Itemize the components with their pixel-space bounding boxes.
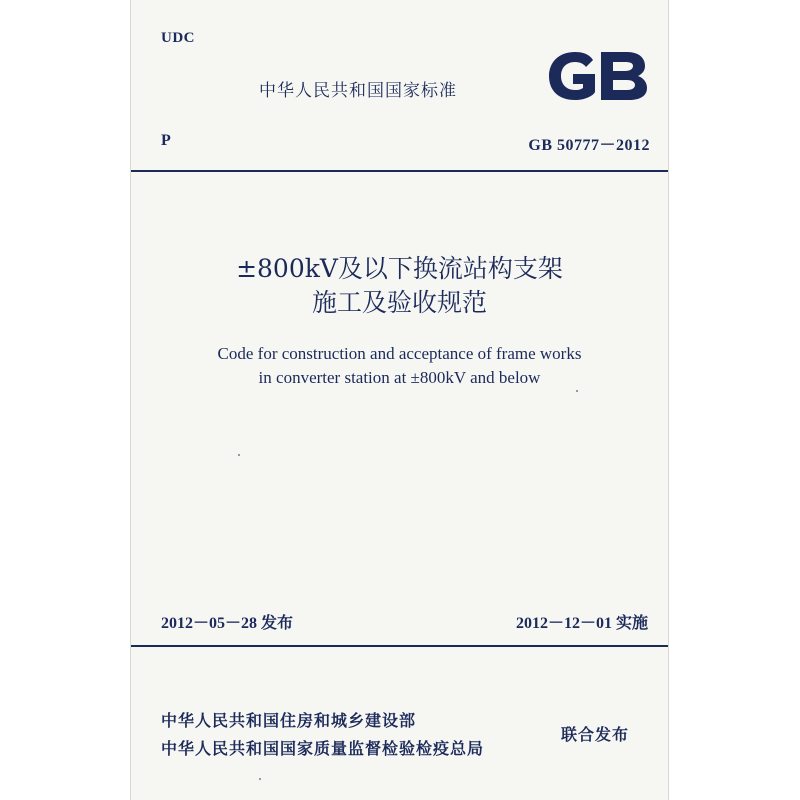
title-chinese-line-2: 施工及验收规范 bbox=[311, 288, 487, 317]
issuer-aqsiq: 中华人民共和国国家质量监督检验检疫总局 bbox=[161, 739, 485, 758]
print-speck bbox=[576, 390, 578, 392]
title-english-line-1: Code for construction and acceptance of frame works bbox=[217, 344, 582, 363]
book-cover bbox=[130, 0, 669, 800]
issuer-ministry-housing: 中华人民共和国住房和城乡建设部 bbox=[161, 711, 417, 730]
standard-code: GB 50777－2012 bbox=[528, 137, 650, 154]
effective-date: 2012－12－01 实施 bbox=[515, 615, 648, 632]
bottom-divider bbox=[131, 645, 668, 647]
classification-letter: P bbox=[161, 132, 171, 149]
udc-label: UDC bbox=[161, 30, 195, 46]
gb-logo-icon bbox=[543, 46, 653, 106]
issue-date: 2012－05－28 发布 bbox=[161, 615, 294, 632]
title-english-line-2: in converter station at ±800kV and below bbox=[258, 368, 541, 387]
print-speck bbox=[238, 454, 240, 456]
top-divider bbox=[131, 170, 668, 172]
title-chinese-line-1: ±800kV及以下换流站构支架 bbox=[236, 254, 563, 283]
standard-type-heading: 中华人民共和国国家标准 bbox=[259, 81, 457, 101]
print-speck bbox=[259, 778, 261, 780]
joint-release-label: 联合发布 bbox=[561, 725, 630, 744]
